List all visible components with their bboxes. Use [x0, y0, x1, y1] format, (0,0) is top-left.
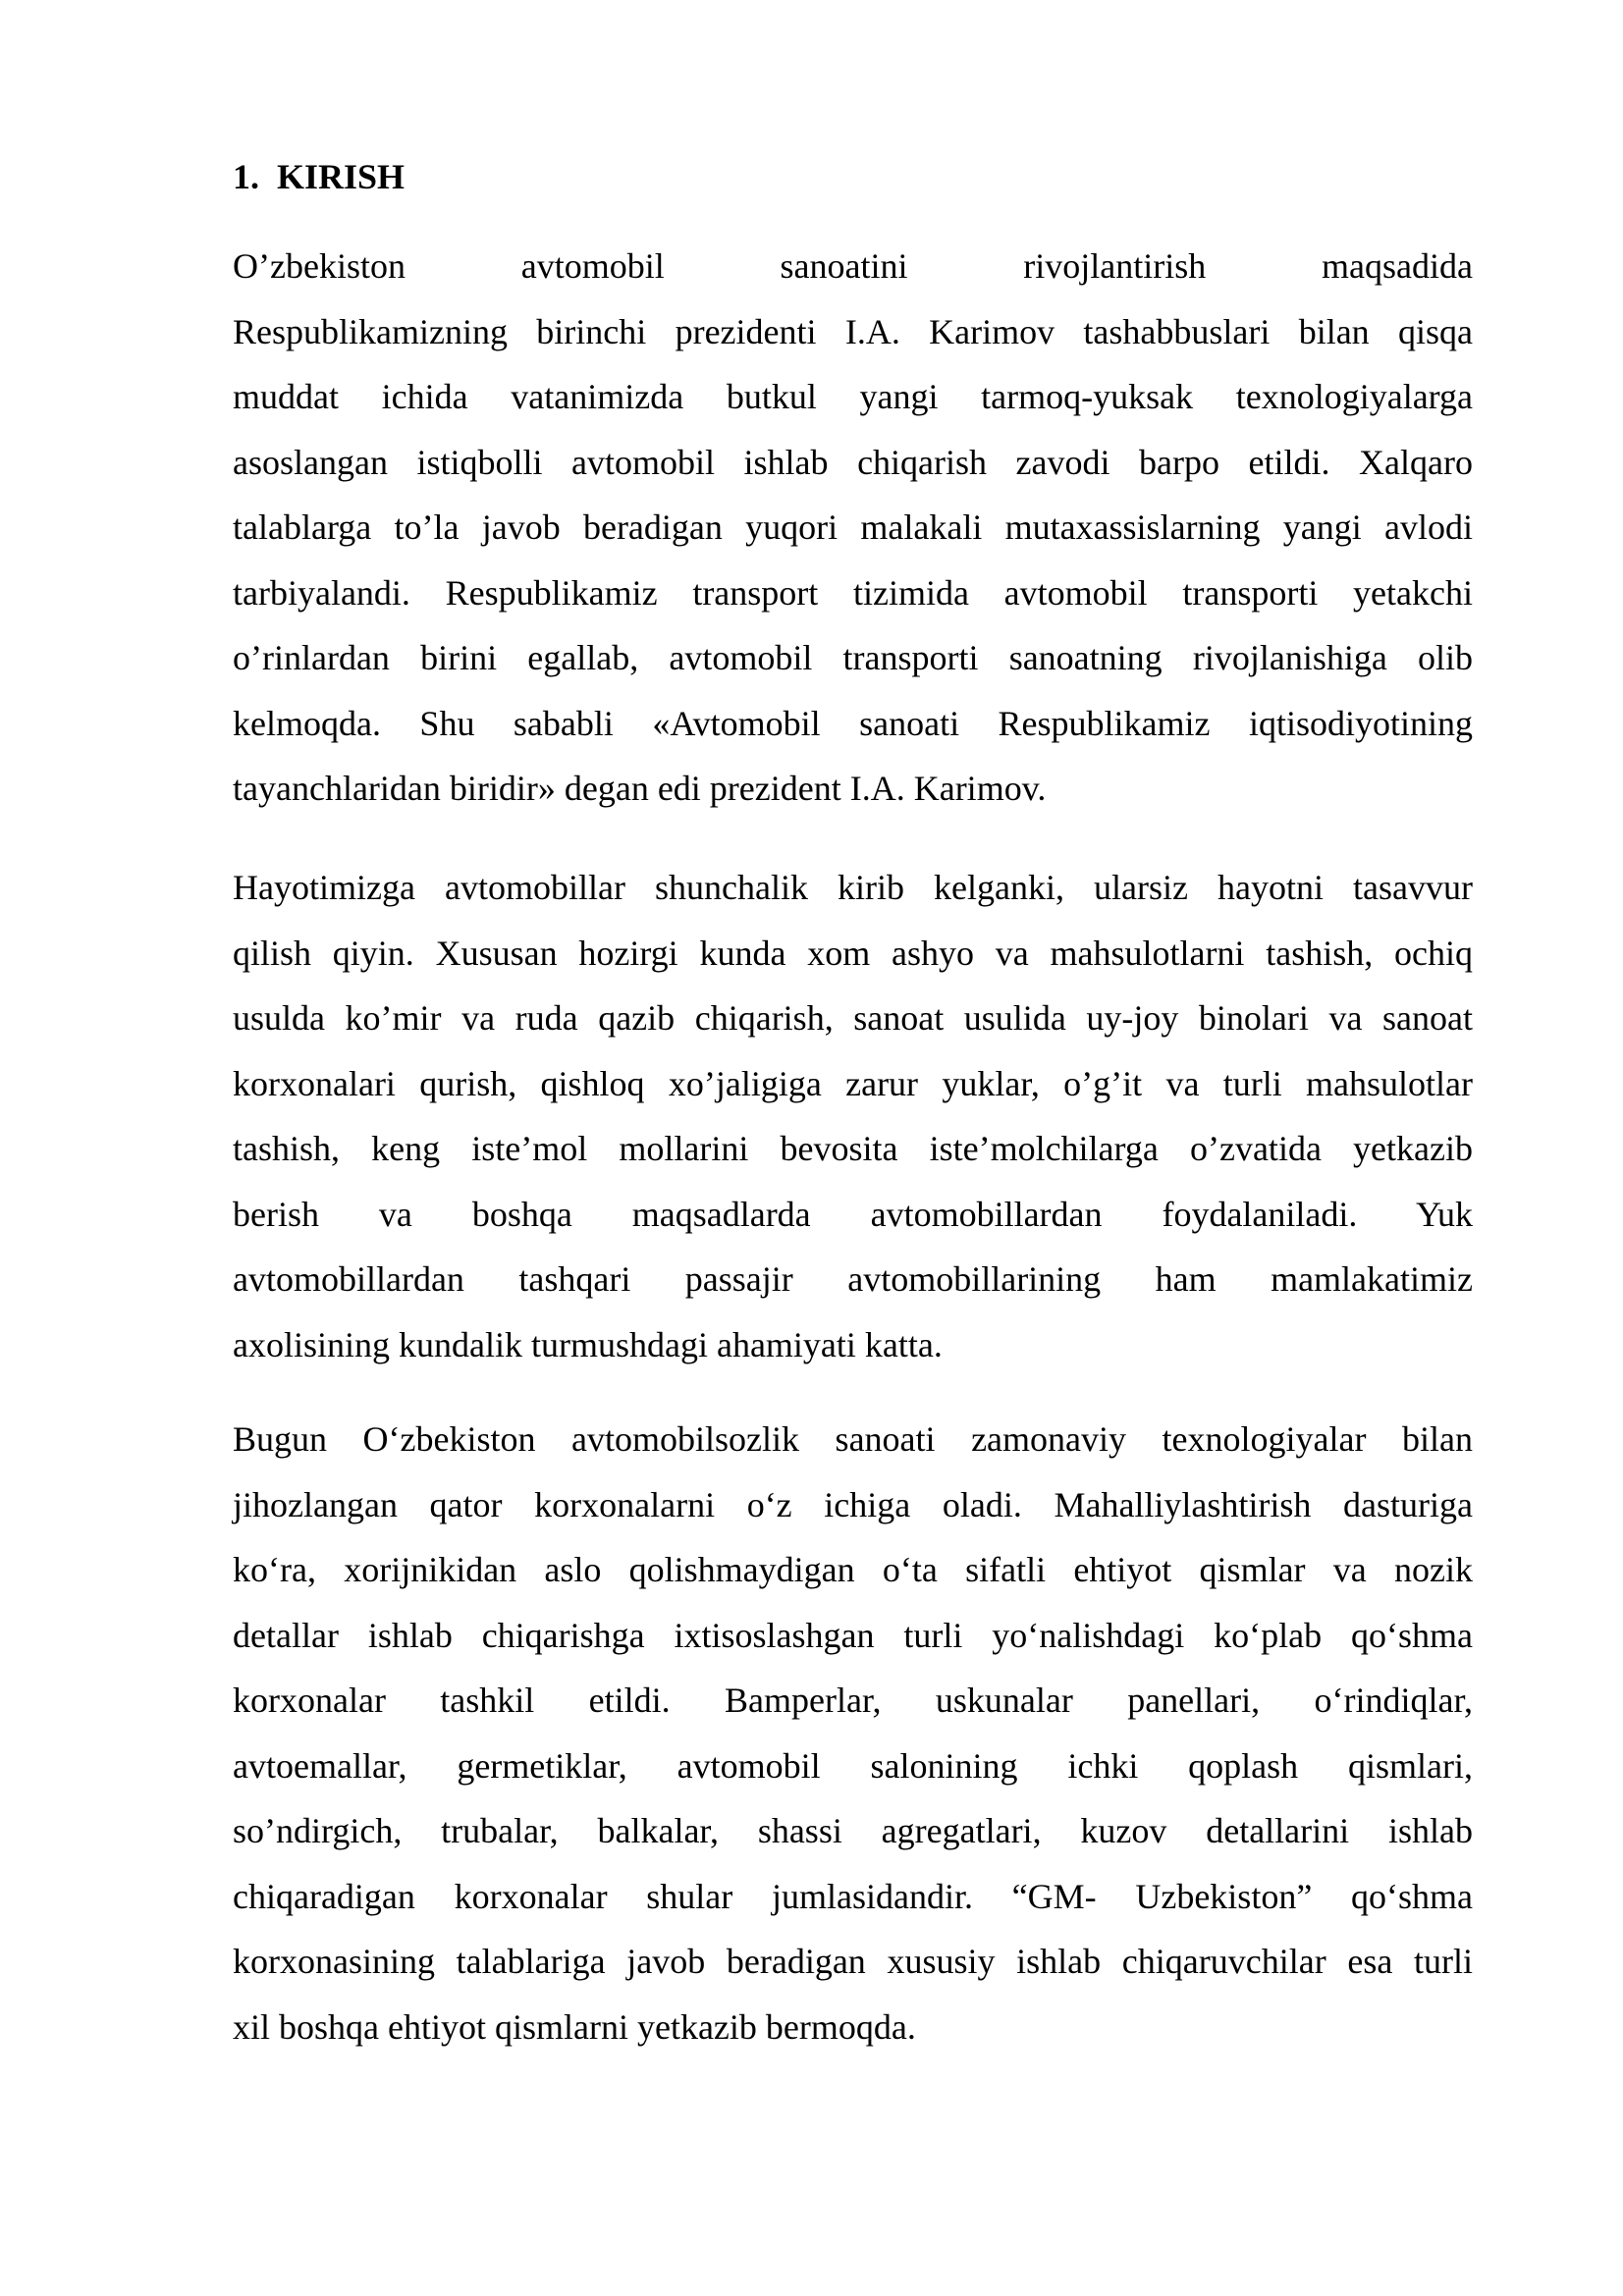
paragraph-line: so’ndirgich, trubalar, balkalar, shassi agregatlari, kuzov detallarini ishlab [233, 1811, 1473, 1850]
paragraph-line: qilish qiyin. Xususan hozirgi kunda xom ashyo va mahsulotlarni tashish, ochiq [233, 933, 1473, 973]
paragraph-line: berish va boshqa maqsadlarda avtomobillardan foydalaniladi. Yuk [233, 1194, 1473, 1234]
paragraph-1 [233, 234, 1473, 822]
paragraph-line: jihozlangan qator korxonalarni o‘z ichiga oladi. Mahalliylashtirish dasturiga [233, 1484, 1473, 1524]
paragraph-line: Bugun O‘zbekiston avtomobilsozlik sanoati zamonaviy texnologiyalar bilan [233, 1419, 1473, 1459]
paragraph-line: usulda ko’mir va ruda qazib chiqarish, sanoat usulida uy-joy binolari va sanoat [233, 998, 1473, 1038]
paragraph-line: tashish, keng iste’mol mollarini bevosita iste’molchilarga o’zvatida yetkazib [233, 1129, 1473, 1168]
paragraph-3 [233, 1407, 1473, 2059]
paragraph-line: korxonalari qurish, qishloq xo’jaligiga zarur yuklar, o’g’it va turli mahsulotlar [233, 1063, 1473, 1103]
paragraph-line: korxonasining talablariga javob beradigan xususiy ishlab chiqaruvchilar esa turli [233, 1942, 1473, 1981]
paragraph-line: O’zbekiston avtomobil sanoatini rivojlantirish maqsadida [233, 246, 1473, 286]
paragraph-line: tayanchlaridan biridir» degan edi prezident I.A. Karimov. [233, 769, 1047, 808]
paragraph-line: xil boshqa ehtiyot qismlarni yetkazib bermoqda. [233, 2006, 916, 2047]
paragraph-line: detallar ishlab chiqarishga ixtisoslashgan turli yo‘nalishdagi ko‘plab qo‘shma [233, 1615, 1473, 1655]
paragraph-line: tarbiyalandi. Respublikamiz transport tizimida avtomobil transporti yetakchi [233, 572, 1473, 613]
paragraph-line: muddat ichida vatanimizda butkul yangi tarmoq-yuksak texnologiyalarga [233, 377, 1473, 416]
paragraph-line: avtomobillardan tashqari passajir avtomobillarining ham mamlakatimiz [233, 1259, 1473, 1299]
paragraph-line: korxonalar tashkil etildi. Bamperlar, uskunalar panellari, o‘rindiqlar, [233, 1681, 1473, 1720]
paragraph-line: axolisining kundalik turmushdagi ahamiyati katta. [233, 1324, 943, 1364]
paragraph-2 [233, 855, 1473, 1377]
paragraph-line: asoslangan istiqbolli avtomobil ishlab chiqarish zavodi barpo etildi. Xalqaro [233, 442, 1473, 482]
section-heading: 1. KIRISH [233, 157, 406, 196]
paragraph-line: Hayotimizga avtomobillar shunchalik kirib kelganki, ularsiz hayotni tasavvur [233, 868, 1473, 907]
paragraph-line: ko‘ra, xorijnikidan aslo qolishmaydigan o‘ta sifatli ehtiyot qismlar va nozik [233, 1550, 1473, 1589]
paragraph-line: avtoemallar, germetiklar, avtomobil salonining ichki qoplash qismlari, [233, 1745, 1473, 1786]
paragraph-line: o’rinlardan birini egallab, avtomobil transporti sanoatning rivojlanishiga olib [233, 638, 1473, 677]
paragraph-line: kelmoqda. Shu sababli «Avtomobil sanoati Respublikamiz iqtisodiyotining [233, 703, 1473, 743]
paragraph-line: chiqaradigan korxonalar shular jumlasidandir. “GM- Uzbekiston” qo‘shma [233, 1876, 1473, 1916]
paragraph-line: Respublikamizning birinchi prezidenti I.A. Karimov tashabbuslari bilan qisqa [233, 311, 1473, 351]
paragraph-line: talablarga to’la javob beradigan yuqori malakali mutaxassislarning yangi avlodi [233, 507, 1473, 547]
